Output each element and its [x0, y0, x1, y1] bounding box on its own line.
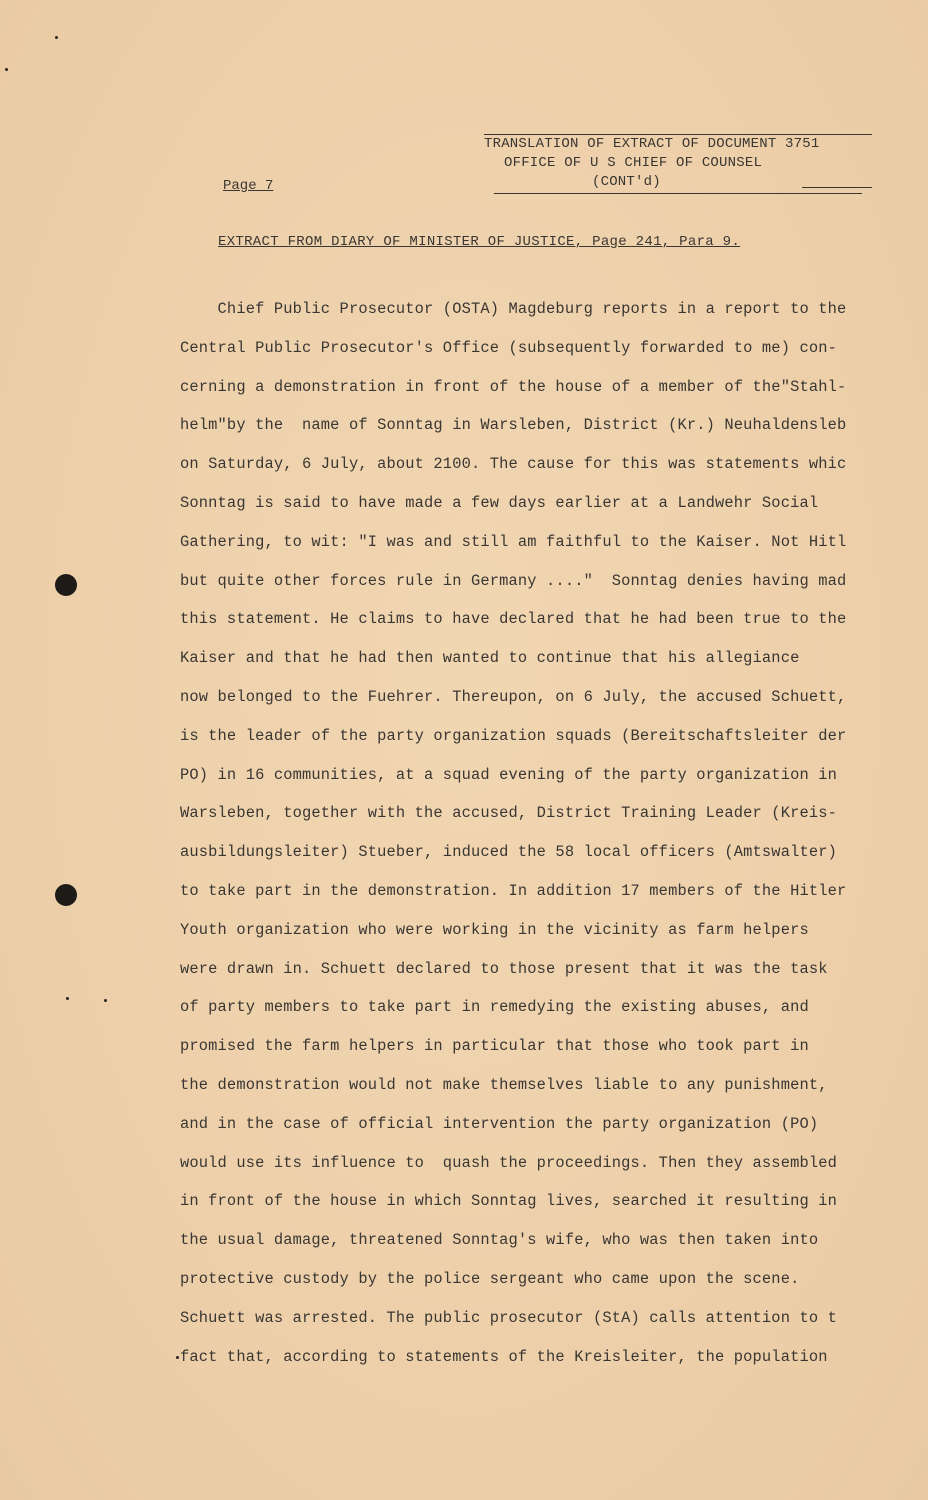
body-line: of party members to take part in remedying the existing abuses, and	[180, 998, 809, 1017]
body-line: on Saturday, 6 July, about 2100. The cause for this was statements whic	[180, 455, 847, 474]
body-line: the demonstration would not make themselves liable to any punishment,	[180, 1075, 828, 1094]
punch-hole	[55, 574, 77, 596]
body-line: now belonged to the Fuehrer. Thereupon, on 6 July, the accused Schuett,	[180, 687, 847, 706]
body-line: protective custody by the police sergeant who came upon the scene.	[180, 1269, 800, 1288]
header-line-2: OFFICE OF U S CHIEF OF COUNSEL	[504, 155, 763, 171]
body-line: this statement. He claims to have declared that he had been true to the	[180, 610, 847, 629]
extract-title: EXTRACT FROM DIARY OF MINISTER OF JUSTICE, Page 241, Para 9.	[218, 234, 741, 250]
body-line: helm"by the name of Sonntag in Warsleben, District (Kr.) Neuhaldensleb	[180, 416, 847, 435]
body-line: is the leader of the party organization squads (Bereitschaftsleiter der	[180, 726, 847, 745]
paper-speck	[66, 997, 69, 1000]
body-line: ausbildungsleiter) Stueber, induced the 58 local officers (Amtswalter)	[180, 843, 838, 862]
body-line: Sonntag is said to have made a few days earlier at a Landwehr Social	[180, 493, 819, 512]
body-line: Warsleben, together with the accused, District Training Leader (Kreis-	[180, 804, 838, 823]
body-line: Chief Public Prosecutor (OSTA) Magdeburg reports in a report to the	[180, 300, 847, 318]
paper-speck	[104, 999, 107, 1002]
body-line: in front of the house in which Sonntag lives, searched it resulting in	[180, 1192, 838, 1211]
body-line: but quite other forces rule in Germany ...." Sonntag denies having mad	[180, 571, 847, 590]
translation-header	[484, 134, 872, 194]
paper-speck	[176, 1356, 179, 1359]
body-line: fact that, according to statements of the Kreisleiter, the population	[180, 1347, 828, 1366]
body-line: to take part in the demonstration. In addition 17 members of the Hitler	[180, 881, 847, 900]
body-line: Central Public Prosecutor's Office (subsequently forwarded to me) con-	[180, 338, 838, 357]
header-line-3: (CONT'd)	[494, 173, 862, 194]
body-line: cerning a demonstration in front of the house of a member of the"Stahl-	[180, 377, 847, 396]
body-line: Gathering, to wit: "I was and still am faithful to the Kaiser. Not Hitl	[180, 532, 847, 551]
body-line: Kaiser and that he had then wanted to continue that his allegiance	[180, 649, 800, 668]
paper-speck	[55, 36, 58, 39]
body-line: PO) in 16 communities, at a squad evening of the party organization in	[180, 765, 838, 784]
body-line: and in the case of official intervention the party organization (PO)	[180, 1114, 819, 1133]
body-line: promised the farm helpers in particular that those who took part in	[180, 1037, 809, 1056]
paper-speck	[5, 68, 8, 71]
punch-hole	[55, 884, 77, 906]
body-line: the usual damage, threatened Sonntag's wife, who was then taken into	[180, 1231, 819, 1250]
body-line: Schuett was arrested. The public prosecutor (StA) calls attention to t	[180, 1308, 838, 1327]
body-line: Youth organization who were working in the vicinity as farm helpers	[180, 920, 809, 939]
header-line-1: TRANSLATION OF EXTRACT OF DOCUMENT 3751	[484, 136, 820, 152]
body-line: were drawn in. Schuett declared to those present that it was the task	[180, 959, 828, 978]
body-text	[180, 290, 870, 1376]
body-line: would use its influence to quash the proceedings. Then they assembled	[180, 1153, 838, 1172]
header-divider	[802, 187, 872, 188]
page-number: Page 7	[223, 178, 274, 194]
